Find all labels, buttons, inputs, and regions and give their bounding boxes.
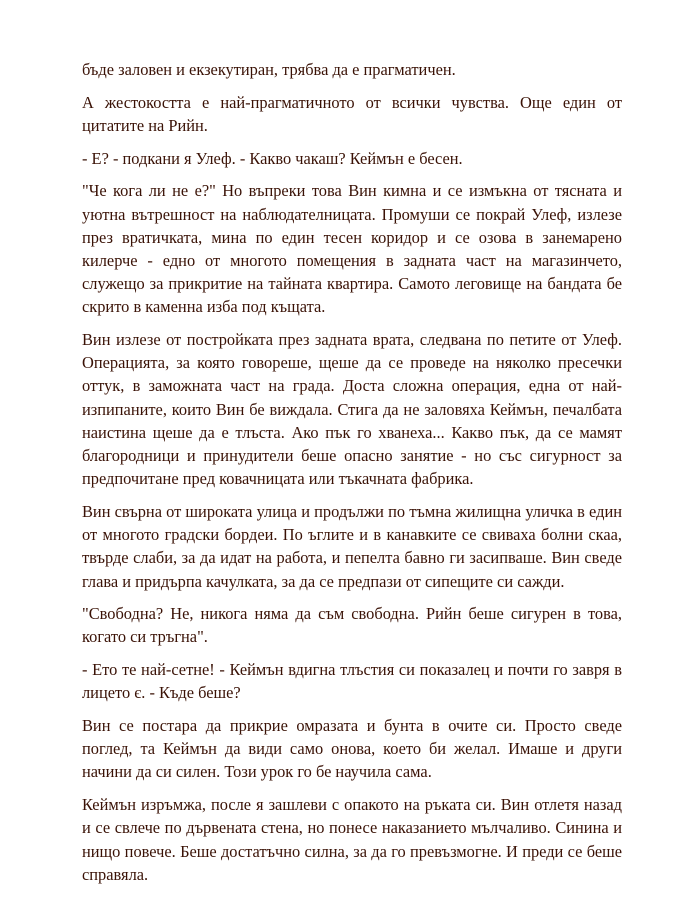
paragraph: бъде заловен и екзекутиран, трябва да е прагматичен.	[82, 60, 456, 79]
paragraph: - Е? - подкани я Улеф. - Какво чакаш? Кеймън е бесен.	[82, 148, 463, 168]
paragraph: "Че кога ли не е?" Но въпреки това Вин кимна и се измъкна от тясната и уютна вътрешност на наблюдателницата. Промуши се покрай Улеф, излезе през вратичката, мина по един тесен коридор и се озова в занемарено килерче - едно от многото помещения в задната част на магазинчето, служещо за прикритие на тайната квартира. Самото леговище на бандата бе скрито в каменна изба под къщата.	[82, 181, 622, 317]
paragraph: А жестокостта е най-прагматичното от всички чувства. Още един от цитатите на Рийн.	[82, 92, 622, 135]
paragraph: Кеймън изръмжа, после я зашлеви с опакото на ръката си. Вин отлетя назад и се свлече по дървената стена, но понесе наказанието мълчаливо. Синина и нищо повече. Беше достатъчно силна, за да го превъзмогне. И преди се беше справяла.	[82, 795, 622, 884]
paragraph: "Свободна? Не, никога няма да съм свободна. Рийн беше сигурен в това, когато си тръгна".	[82, 604, 622, 647]
paragraph: - Ето те най-сетне! - Кеймън вдигна тлъстия си показалец и почти го завря в лицето є. - Къде беше?	[82, 660, 622, 703]
paragraph: Вин свърна от широката улица и продължи по тъмна жилищна уличка в един от многото градски бордеи. По ъглите и в канавките се свиваха болни скаа, твърде слаби, за да идат на работа, и пепелта бавно ги засипваше. Вин сведе глава и придърпа качулката, за да се предпази от сипещите си сажди.	[82, 501, 622, 591]
book-page	[82, 58, 622, 896]
paragraph: Вин се постара да прикрие омразата и бунта в очите си. Просто сведе поглед, та Кеймън да види само онова, което би желал. Имаше и други начини да си силен. Този урок го бе научила сама.	[82, 716, 622, 782]
paragraph: Вин излезе от постройката през задната врата, следвана по петите от Улеф. Операцията, за която говореше, щеше да се проведе на няколко пресечки оттук, в заможната част на града. Доста сложна операция, една от най-изпипаните, които Вин бе виждала. Стига да не заловяха Кеймън, печалбата наистина щеше да е тлъста. Ако пък го хванеха... Какво пък, да се мамят благородници и принудители беше опасно занятие - но със сигурност за предпочитане пред ковачницата или тъкачната фабрика.	[82, 330, 622, 489]
